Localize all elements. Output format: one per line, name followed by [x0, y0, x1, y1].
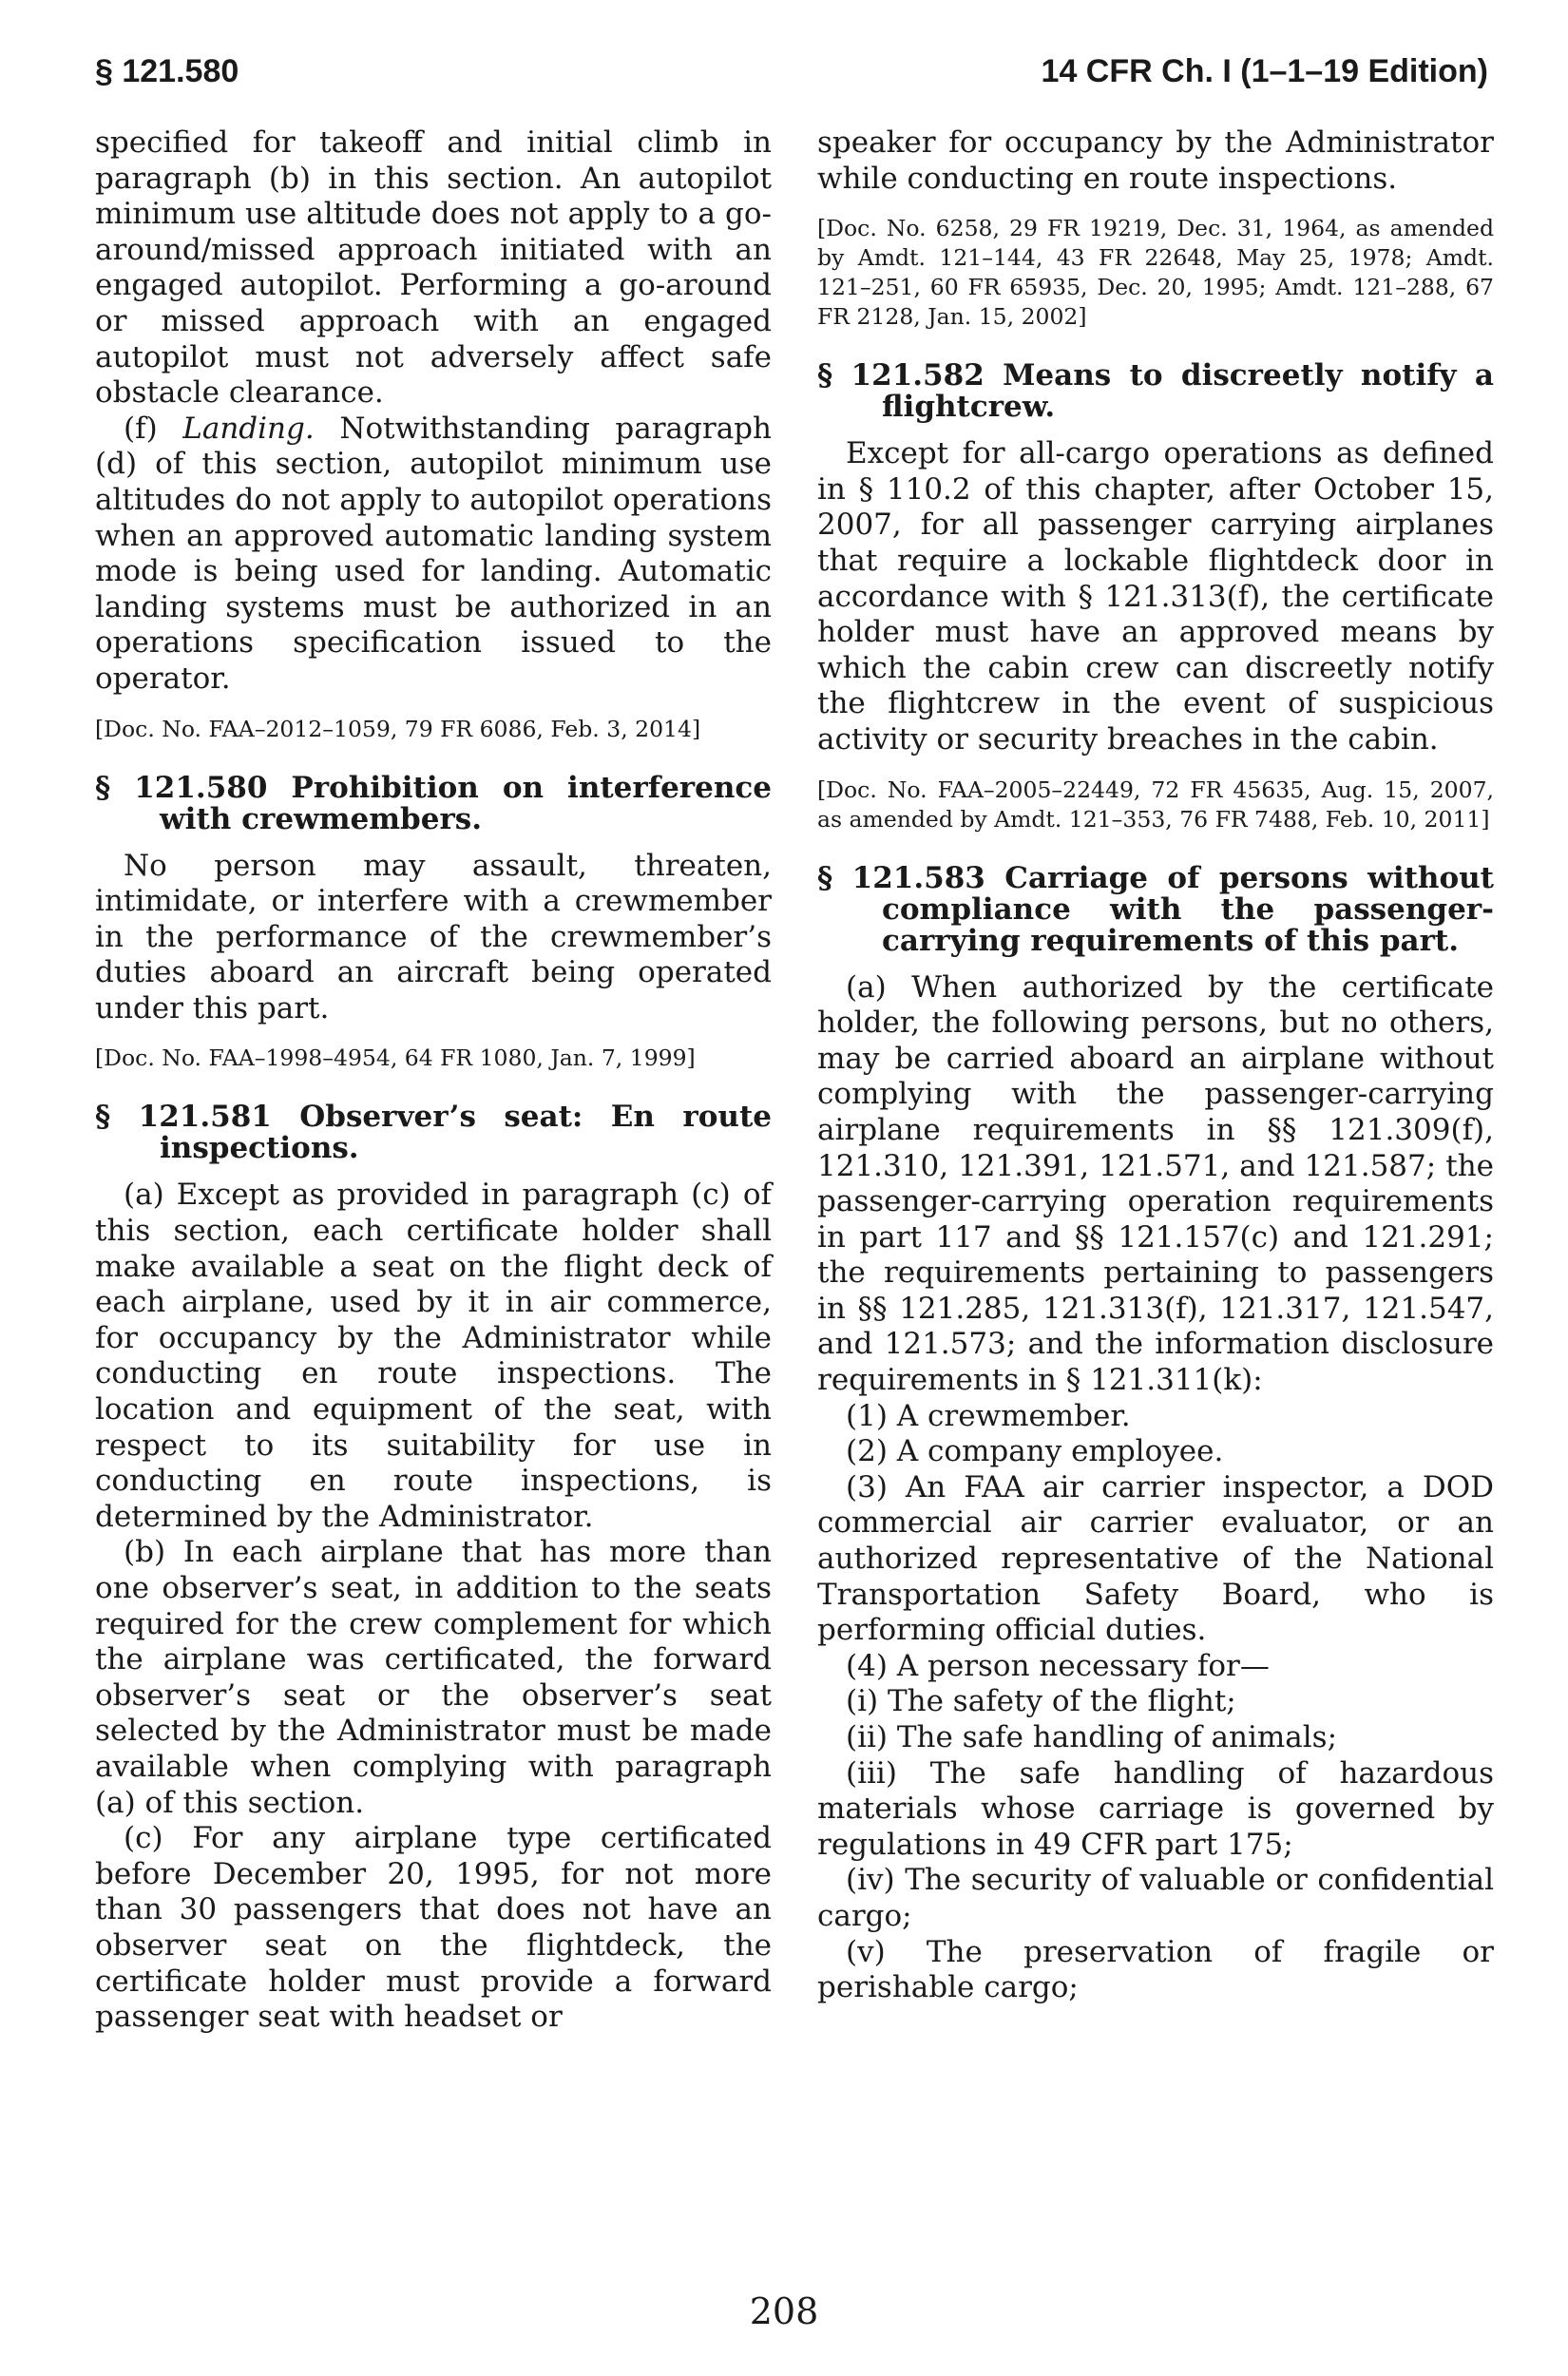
- list-item: (2) A company employee.: [846, 1434, 1224, 1469]
- paragraph-f-landing: [95, 412, 772, 698]
- source-citation: [Doc. No. FAA–2012–1059, 79 FR 6086, Feb. 3, 2014]: [95, 715, 701, 742]
- paragraph: speaker for occupancy by the Administrator while conducting en route inspections.: [817, 125, 1494, 196]
- paragraph-b: (b) In each airplane that has more than one observer’s seat, in addition to the seats required for the crew complement for which the airplane was certificated, the forward observer’s seat or the observer’s seat selected by the Administrator must be made available when complying with paragraph (a) of this section.: [95, 1535, 772, 1820]
- section-heading-121-582: § 121.582 Means to discreetly notify a flightcrew.: [817, 358, 1494, 425]
- paragraph-label: (f): [124, 411, 183, 446]
- source-citation: [Doc. No. FAA–1998–4954, 64 FR 1080, Jan. 7, 1999]: [95, 1044, 696, 1072]
- list-item: (iii) The safe handling of hazardous materials whose carriage is governed by regulations in 49 CFR part 175;: [817, 1755, 1494, 1862]
- list-item: (v) The preservation of fragile or perishable cargo;: [817, 1934, 1494, 2005]
- title-edition-header: 14 CFR Ch. I (1–1–19 Edition): [1041, 53, 1488, 89]
- list-item: (i) The safety of the flight;: [846, 1684, 1236, 1719]
- paragraph-a: (a) Except as provided in paragraph (c) of this section, each certificate holder shall make available a seat on the flight deck of each airplane, used by it in air commerce, for occupancy by the Administrator while conducting en route inspections. The location and equipment of the seat, with respect to its suitability for use in conducting en route inspections, is determined by the Administrator.: [95, 1178, 772, 1534]
- section-heading-121-581: § 121.581 Observer’s seat: En route inspections.: [95, 1100, 772, 1166]
- section-heading-121-580: § 121.580 Prohibition on interference with crewmembers.: [95, 770, 772, 836]
- section-heading-121-583: § 121.583 Carriage of persons without compliance with the passenger-carrying requirements of this part.: [817, 860, 1494, 958]
- paragraph-c: (c) For any airplane type certificated before December 20, 1995, for not more than 30 passengers that does not have an observer seat on the flightdeck, the certificate holder must provide a forward passenger seat with headset or: [95, 1821, 772, 2035]
- paragraph: Except for all-cargo operations as defined in § 110.2 of this chapter, after October 15, 2007, for all passenger carrying airplanes that require a lockable flightdeck door in accordance with § 121.313(f), the certificate holder must have an approved means by which the cabin crew can discreetly notify the flightcrew in the event of suspicious activity or security breaches in the cabin.: [817, 436, 1494, 757]
- paragraph: specified for takeoff and initial climb in paragraph (b) in this section. An autopilot minimum use altitude does not apply to a go-around/missed approach initiated with an engaged autopilot. Performing a go-around or missed approach with an engaged autopilot must not adversely affect safe obstacle clearance.: [95, 125, 772, 411]
- paragraph-italic-title: Landing.: [182, 411, 315, 446]
- section-number-header: § 121.580: [95, 53, 239, 89]
- list-item: (3) An FAA air carrier inspector, a DOD commercial air carrier evaluator, or an authorized representative of the National Transportation Safety Board, who is performing official duties.: [817, 1469, 1494, 1648]
- right-column: [817, 125, 1494, 2006]
- left-column: [95, 125, 772, 2036]
- paragraph: No person may assault, threaten, intimidate, or interfere with a crewmember in the performance of the crewmember’s duties aboard an aircraft being operated under this part.: [95, 848, 772, 1025]
- list-item: (4) A person necessary for—: [846, 1648, 1270, 1683]
- page-number: 208: [749, 2290, 819, 2332]
- list-item: (1) A crewmember.: [846, 1398, 1131, 1433]
- source-citation: [Doc. No. FAA–2005–22449, 72 FR 45635, Aug. 15, 2007, as amended by Amdt. 121–353, 76 FR 7488, Feb. 10, 2011]: [817, 776, 1494, 833]
- source-citation: [Doc. No. 6258, 29 FR 19219, Dec. 31, 1964, as amended by Amdt. 121–144, 43 FR 22648, May 25, 1978; Amdt. 121–251, 60 FR 65935, Dec. 20, 1995; Amdt. 121–288, 67 FR 2128, Jan. 15, 2002]: [817, 215, 1494, 331]
- running-head: [95, 53, 1488, 101]
- paragraph-a: (a) When authorized by the certificate holder, the following persons, but no others, may be carried aboard an airplane without complying with the passenger-carrying airplane requirements in §§ 121.309(f), 121.310, 121.391, 121.571, and 121.587; the passenger-carrying operation requirements in part 117 and §§ 121.157(c) and 121.291; the requirements pertaining to passengers in §§ 121.285, 121.313(f), 121.317, 121.547, and 121.573; and the information disclosure requirements in § 121.311(k):: [817, 969, 1494, 1398]
- list-item: (ii) The safe handling of animals;: [846, 1720, 1338, 1754]
- paragraph-text: Notwithstanding paragraph (d) of this section, autopilot minimum use altitudes do not apply to autopilot operations when an approved automatic landing system mode is being used for landing. Automatic landing systems must be authorized in an operations specification issued to the operator.: [95, 411, 772, 696]
- list-item: (iv) The security of valuable or confidential cargo;: [817, 1863, 1494, 1933]
